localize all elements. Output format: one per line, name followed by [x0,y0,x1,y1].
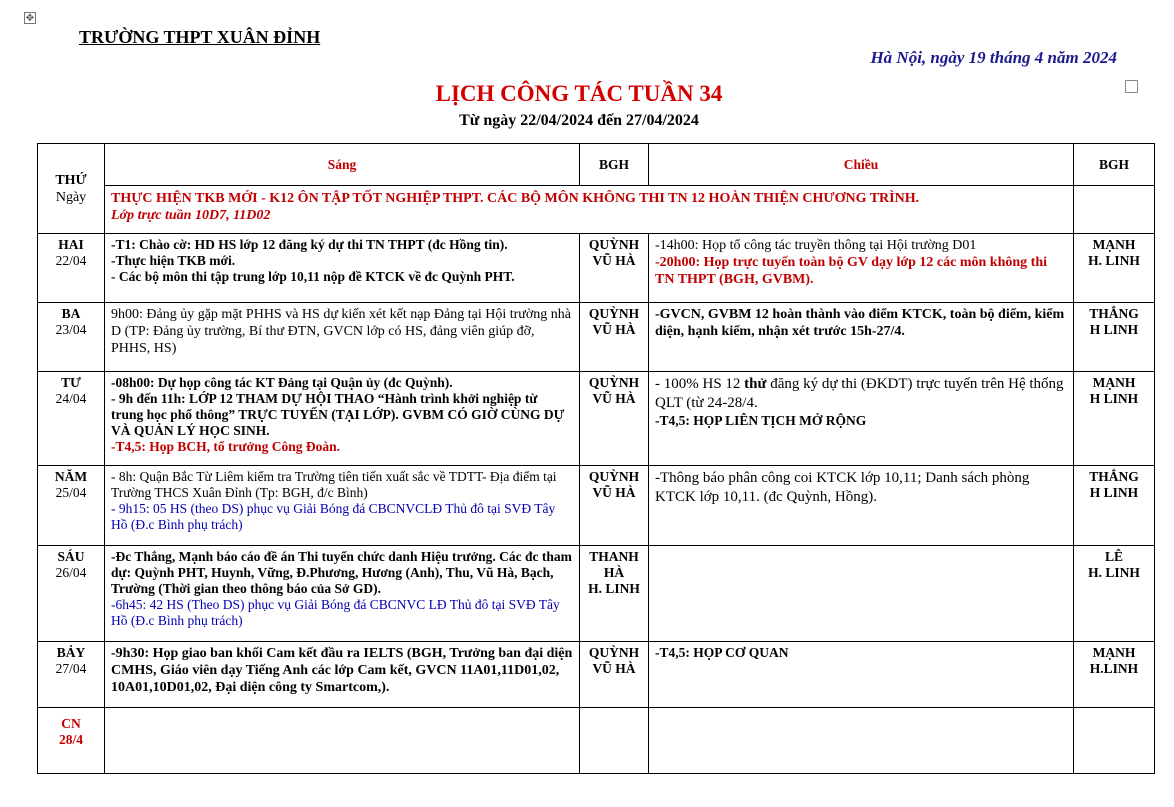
afternoon-item: -14h00: Họp tổ công tác truyền thông tại Hội trường D01 [655,238,977,253]
morning-cell [105,642,580,708]
page-title: LỊCH CÔNG TÁC TUẦN 34 [435,81,723,106]
day-date: 26/04 [55,565,87,580]
morning-cell [105,466,580,546]
table-row [38,372,1155,466]
morning-item: -T1: Chào cờ: HD HS lớp 12 đăng ký dự thi TN THPT (đc Hồng tin). [111,237,508,252]
afternoon-item: đăng ký dự thi (ĐKDT) trực tuyến trên Hệ thống QLT (từ 24-28/4. [655,376,1064,411]
morning-item: 9h00: Đảng ủy gặp mặt PHHS và HS dự kiến xét kết nạp Đảng tại Hội trường nhà D (TP: Đảng ủy trường, Bí thư ĐTN, GVCN lớp có HS, đảng viên giúp đỡ, PHHS, HS) [111,307,572,356]
notice-cell [105,186,1074,234]
afternoon-item: -20h00: Họp trực tuyến toàn bộ GV dạy lớp 12 các môn không thi TN THPT (BGH, GVBM). [655,255,1047,287]
day-name: CN [61,716,81,731]
morning-item: -08h00: Dự họp công tác KT Đảng tại Quận ủy (đc Quỳnh). [111,375,453,390]
bgh-afternoon-cell [1074,372,1155,466]
bgh-afternoon-cell [1074,234,1155,303]
day-name: SÁU [57,549,85,564]
day-date: 24/04 [55,391,87,406]
bgh-name: THANH [589,549,639,564]
afternoon-cell [649,642,1074,708]
notice-text: THỰC HIỆN TKB MỚI - K12 ÔN TẬP TỐT NGHIỆP THPT. CÁC BỘ MÔN KHÔNG THI TN 12 HOÀN THIỆN CHƯƠNG TRÌNH. [111,191,920,206]
bgh-name: QUỲNH [588,375,640,390]
day-cell [38,708,105,774]
table-row [38,234,1155,303]
day-date: 23/04 [55,322,87,337]
bgh-name: HÀ [603,565,625,580]
bgh-name: H LINH [1089,322,1139,337]
afternoon-cell [649,546,1074,642]
bgh-name: VŨ HÀ [592,485,636,500]
table-row [38,708,1155,774]
day-name: BA [61,306,81,321]
morning-item: - Các bộ môn thi tập trung lớp 10,11 nộp đề KTCK về đc Quỳnh PHT. [111,269,515,284]
day-cell [38,642,105,708]
morning-item: -6h45: 42 HS (Theo DS) phục vụ Giải Bóng đá CBCNVC LĐ Thủ đô tại SVĐ Tây Hồ (Đ.c Bình phụ trách) [111,597,560,628]
morning-item: -T4,5: Họp BCH, tổ trưởng Công Đoàn. [111,439,340,454]
bgh-name: THẮNG [1089,306,1139,321]
bgh-morning-cell [580,234,649,303]
day-date: 27/04 [55,661,87,676]
afternoon-item: - 100% HS 12 [655,376,745,392]
bgh-name: VŨ HÀ [592,322,636,337]
afternoon-item: -T4,5: HỌP LIÊN TỊCH MỞ RỘNG [655,413,867,428]
notice-empty-cell [1074,186,1155,234]
afternoon-cell [649,234,1074,303]
bgh-afternoon-cell [1074,466,1155,546]
bgh-name: QUỲNH [588,469,640,484]
bgh-name: H.LINH [1089,661,1139,676]
day-cell [38,303,105,372]
afternoon-item: -GVCN, GVBM 12 hoàn thành vào điểm KTCK, toàn bộ điểm, kiểm diện, hạnh kiểm, nhận xét trước 15h-27/4. [655,307,1065,339]
bgh-name: QUỲNH [588,306,640,321]
day-cell [38,546,105,642]
table-move-handle-icon[interactable]: ✥ [25,13,35,24]
bgh-name: LÊ [1104,549,1123,564]
bgh-name: H. LINH [1088,253,1140,268]
bgh-name: QUỲNH [588,237,640,252]
afternoon-cell [649,372,1074,466]
bgh-name: THẮNG [1089,469,1139,484]
table-row [38,303,1155,372]
bgh-morning-cell [580,546,649,642]
day-date: 22/04 [55,253,87,268]
afternoon-item: -T4,5: HỌP CƠ QUAN [655,645,789,660]
day-date: 25/04 [55,485,87,500]
bgh-morning-header: BGH [580,144,649,186]
morning-item: -9h30: Họp giao ban khối Cam kết đầu ra IELTS (BGH, Trưởng ban đại diện CMHS, Giáo viên dạy Tiếng Anh các lớp Cam kết, GVCN 11A01,11D01,02, 10A01,10D01,02, Đại diện công ty Smartcom,). [111,646,573,695]
duty-class-text: Lớp trực tuần 10D7, 11D02 [111,208,271,223]
afternoon-cell [649,303,1074,372]
morning-cell [105,303,580,372]
morning-item: -Thực hiện TKB mới. [111,253,236,268]
bgh-name: MẠNH [1092,645,1136,660]
day-header-thu: THỨ [55,172,87,188]
day-header [38,144,105,234]
header-row [38,144,1155,186]
morning-cell [105,708,580,774]
bgh-name: VŨ HÀ [592,661,636,676]
day-name: TƯ [61,375,81,390]
page-subtitle: Từ ngày 22/04/2024 đến 27/04/2024 [459,112,699,129]
afternoon-item: -Thông báo phân công coi KTCK lớp 10,11; Danh sách phòng KTCK lớp 10,11. (đc Quỳnh, Hồng). [655,470,1030,505]
day-name: BẢY [56,645,86,660]
bgh-afternoon-cell [1074,303,1155,372]
bgh-morning-cell [580,642,649,708]
bgh-name: MẠNH [1092,375,1136,390]
morning-cell [105,546,580,642]
day-cell [38,372,105,466]
bgh-name: H LINH [1089,391,1139,406]
bgh-name: H LINH [1089,485,1139,500]
bgh-afternoon-cell [1074,642,1155,708]
day-cell [38,234,105,303]
notice-row [38,186,1155,234]
bgh-morning-cell [580,303,649,372]
afternoon-item-emphasis: thử [744,376,767,392]
morning-item: - 9h đến 11h: LỚP 12 THAM DỰ HỘI THAO “Hành trình khởi nghiệp từ trung học phổ thông” TRỰC TUYẾN (TẠI LỚP). GVBM CÓ GIỜ CÙNG DỰ VÀ QUẢN LÝ HỌC SINH. [111,391,565,438]
bgh-name: VŨ HÀ [592,253,636,268]
morning-cell [105,372,580,466]
schedule-table [37,143,1155,774]
bgh-name: MẠNH [1092,237,1136,252]
bgh-morning-cell [580,372,649,466]
bgh-afternoon-cell [1074,546,1155,642]
day-name: NĂM [54,469,88,484]
table-row [38,642,1155,708]
table-row [38,466,1155,546]
day-name: HAI [58,237,84,252]
morning-item: - 9h15: 05 HS (theo DS) phục vụ Giải Bóng đá CBCNVCLĐ Thủ đô tại SVĐ Tây Hồ (Đ.c Bình phụ trách) [111,501,556,532]
day-cell [38,466,105,546]
day-header-ngay: Ngày [55,189,87,205]
bgh-afternoon-header: BGH [1074,144,1155,186]
day-date: 28/4 [58,732,83,747]
bgh-morning-cell [580,708,649,774]
bgh-name: H. LINH [588,581,640,596]
table-row [38,546,1155,642]
bgh-name: QUỲNH [588,645,640,660]
afternoon-header: Chiều [649,144,1074,186]
afternoon-cell [649,466,1074,546]
bgh-morning-cell [580,466,649,546]
afternoon-cell [649,708,1074,774]
school-name: TRƯỜNG THPT XUÂN ĐỈNH [79,27,321,47]
bgh-name: H. LINH [1088,565,1140,580]
bgh-afternoon-cell [1074,708,1155,774]
dateline: Hà Nội, ngày 19 tháng 4 năm 2024 [870,48,1117,67]
bgh-name: VŨ HÀ [592,391,636,406]
morning-cell [105,234,580,303]
morning-header: Sáng [105,144,580,186]
morning-item: -Đc Thắng, Mạnh báo cáo đề án Thi tuyển chức danh Hiệu trưởng. Các đc tham dự: Quỳnh PHT, Huynh, Vững, Đ.Phương, Hương (Anh), Thu, Vũ Hà, Bạch, Trường (Thời gian theo thông báo của Sở GD). [111,549,572,596]
morning-item: - 8h: Quận Bắc Từ Liêm kiểm tra Trường tiên tiến xuất sắc về TDTT- Địa điểm tại Trường THCS Xuân Đỉnh (Tp: BGH, đ/c Bình) [111,469,557,500]
